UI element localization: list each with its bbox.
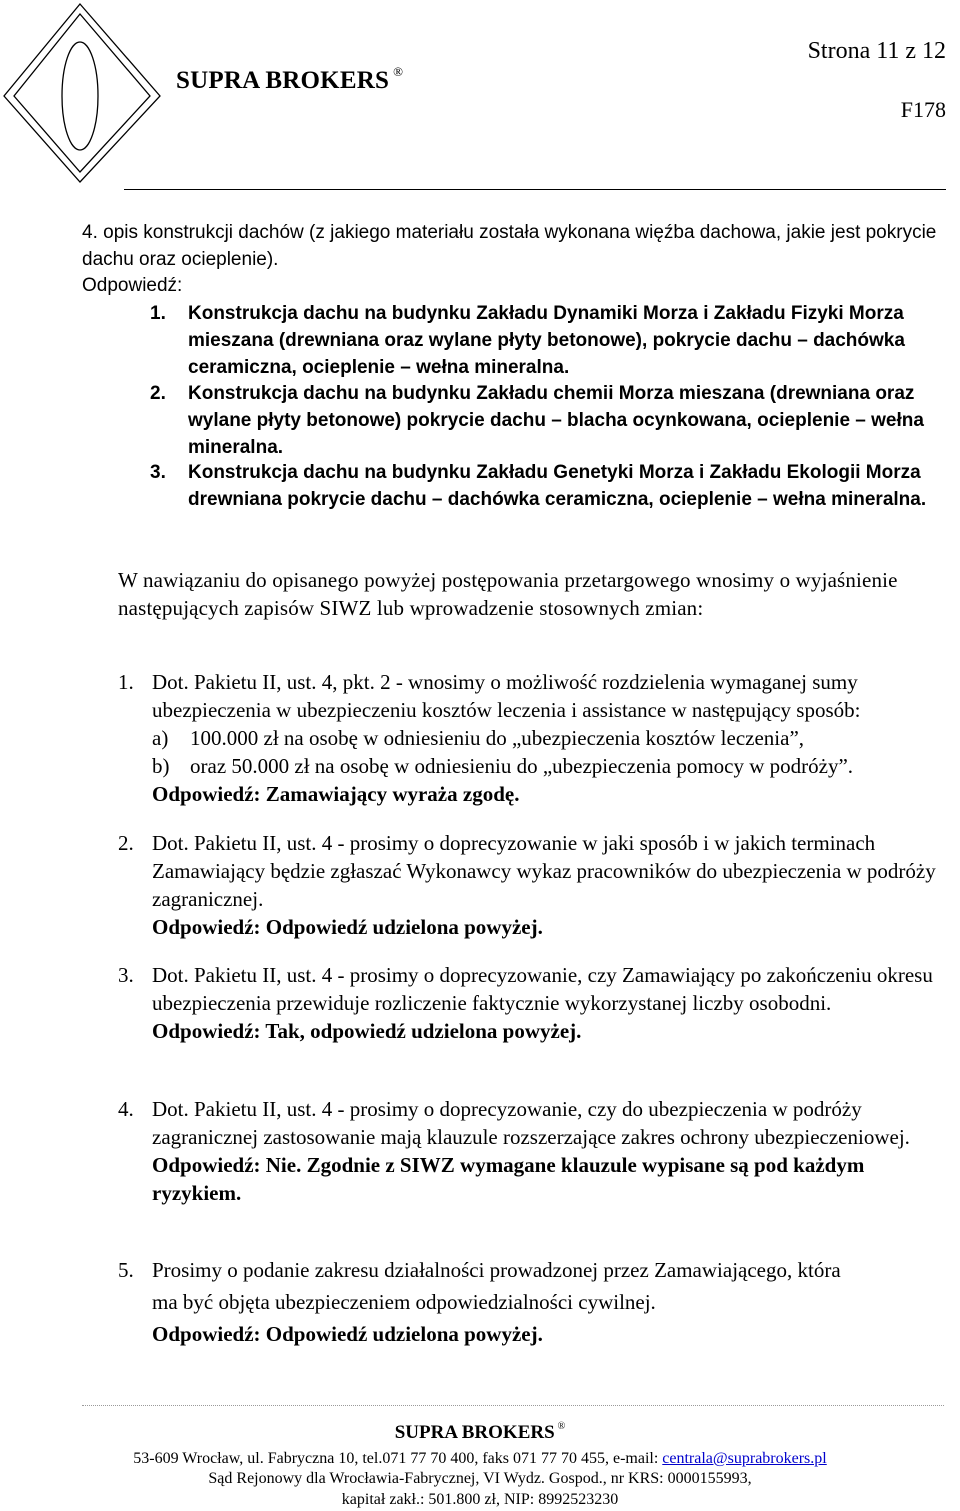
question-text: Dot. Pakietu II, ust. 4, pkt. 2 - wnosimy o możliwość rozdzielenia wymaganej sumy ubezpieczenia w ubezpieczeniu kosztów leczenia i assistance w następujący sposób:	[152, 670, 861, 722]
intro-paragraph: W nawiązaniu do opisanego powyżej postępowania przetargowego wnosimy o wyjaśnienie następujących zapisów SIWZ lub wprowadzenie stosownych zmian:	[118, 568, 898, 620]
supra-brokers-logo	[0, 0, 170, 190]
question-answer: Odpowiedź: Odpowiedź udzielona powyżej.	[152, 1322, 543, 1346]
footer-address: 53-609 Wrocław, ul. Fabryczna 10, tel.071 77 70 400, faks 071 77 70 455, e-mail: centrala@suprabrokers.pl	[133, 1450, 827, 1467]
question-item	[118, 1095, 948, 1207]
question-text: Dot. Pakietu II, ust. 4 - prosimy o doprecyzowanie, czy do ubezpieczenia w podróży zagranicznej zastosowanie mają klauzule rozszerzające zakres ochrony ubezpieczeniowej.	[152, 1097, 910, 1149]
footer-brand: SUPRA BROKERS ®	[394, 1421, 566, 1443]
roof-answer-text: Konstrukcja dachu na budynku Zakładu Genetyki Morza i Zakładu Ekologii Morza drewniana pokrycie dachu – dachówka ceramiczna, ocieplenie – wełna mineralna.	[188, 462, 927, 510]
roof-answer-number: 1.	[150, 303, 166, 324]
registered-mark: ®	[557, 1421, 566, 1432]
question-text: ma być objęta ubezpieczeniem odpowiedzialności cywilnej.	[152, 1290, 656, 1314]
question-item	[118, 1256, 948, 1348]
sub-text: oraz 50.000 zł na osobę w odniesieniu do „ubezpieczenia pomocy w podróży”.	[190, 754, 854, 778]
sub-label: b)	[152, 754, 170, 778]
question-number: 1.	[118, 670, 134, 694]
question-text: Dot. Pakietu II, ust. 4 - prosimy o doprecyzowanie w jaki sposób i w jakich terminach Zamawiający będzie zgłaszać Wykonawcy wykaz pracowników do ubezpieczenia w podróży zagranicznej.	[152, 831, 936, 911]
footer-capital: kapitał zakł.: 501.800 zł, NIP: 8992523230	[341, 1491, 619, 1508]
registered-mark: ®	[393, 64, 404, 79]
question-item	[118, 668, 948, 808]
question-answer: Odpowiedź: Zamawiający wyraża zgodę.	[152, 782, 520, 806]
roof-answer-text: Konstrukcja dachu na budynku Zakładu Dynamiki Morza i Zakładu Fizyki Morza mieszana (drewniana oraz wylane płyty betonowe), pokrycie dachu – dachówka ceramiczna, ocieplenie – wełna mineralna.	[188, 303, 905, 378]
question-text: Dot. Pakietu II, ust. 4 - prosimy o doprecyzowanie, czy Zamawiający po zakończeniu okresu ubezpieczenia przewiduje rozliczenie faktycznie wykorzystanej liczby osobodni.	[152, 963, 933, 1015]
question-number: 4.	[118, 1097, 134, 1121]
question-number: 3.	[118, 963, 134, 987]
roof-answer-item	[150, 459, 930, 513]
question-number: 5.	[118, 1258, 134, 1282]
question-answer: Odpowiedź: Odpowiedź udzielona powyżej.	[152, 915, 543, 939]
footer-court: Sąd Rejonowy dla Wrocławia-Fabrycznej, VI Wydz. Gospod., nr KRS: 0000155993,	[208, 1470, 752, 1487]
form-code: F178	[900, 97, 946, 122]
header-divider	[124, 189, 946, 190]
roof-answer-number: 2.	[150, 383, 166, 404]
question-answer: Odpowiedź: Nie. Zgodnie z SIWZ wymagane klauzule wypisane są pod każdym ryzykiem.	[152, 1153, 865, 1205]
roof-answer-text: Konstrukcja dachu na budynku Zakładu chemii Morza mieszana (drewniana oraz wylane płyty betonowe) pokrycie dachu – blacha ocynkowana, ocieplenie – wełna mineralna.	[188, 383, 924, 458]
page-number: Strona 11 z 12	[807, 38, 946, 64]
footer-divider	[82, 1405, 944, 1406]
question-number: 2.	[118, 831, 134, 855]
question-item	[118, 961, 948, 1045]
question-answer: Odpowiedź: Tak, odpowiedź udzielona powyżej.	[152, 1019, 582, 1043]
roof-answer-item	[150, 300, 930, 381]
question-item	[118, 829, 948, 941]
footer-email-link[interactable]: centrala@suprabrokers.pl	[662, 1450, 827, 1467]
sub-text: 100.000 zł na osobę w odniesieniu do „ubezpieczenia kosztów leczenia”,	[190, 726, 805, 750]
header-brand: SUPRA BROKERS ®	[176, 64, 404, 94]
question-sub-b	[152, 752, 948, 780]
sub-label: a)	[152, 726, 169, 750]
roof-answer-label: Odpowiedź:	[82, 275, 183, 296]
question-sub-a	[152, 724, 948, 752]
roof-question: 4. opis konstrukcji dachów (z jakiego materiału została wykonana więźba dachowa, jakie jest pokrycie dachu oraz ocieplenie).	[82, 222, 937, 270]
question-text: Prosimy o podanie zakresu działalności prowadzonej przez Zamawiającego, która	[152, 1258, 841, 1282]
roof-answer-number: 3.	[150, 462, 166, 483]
roof-answer-item	[150, 380, 930, 461]
